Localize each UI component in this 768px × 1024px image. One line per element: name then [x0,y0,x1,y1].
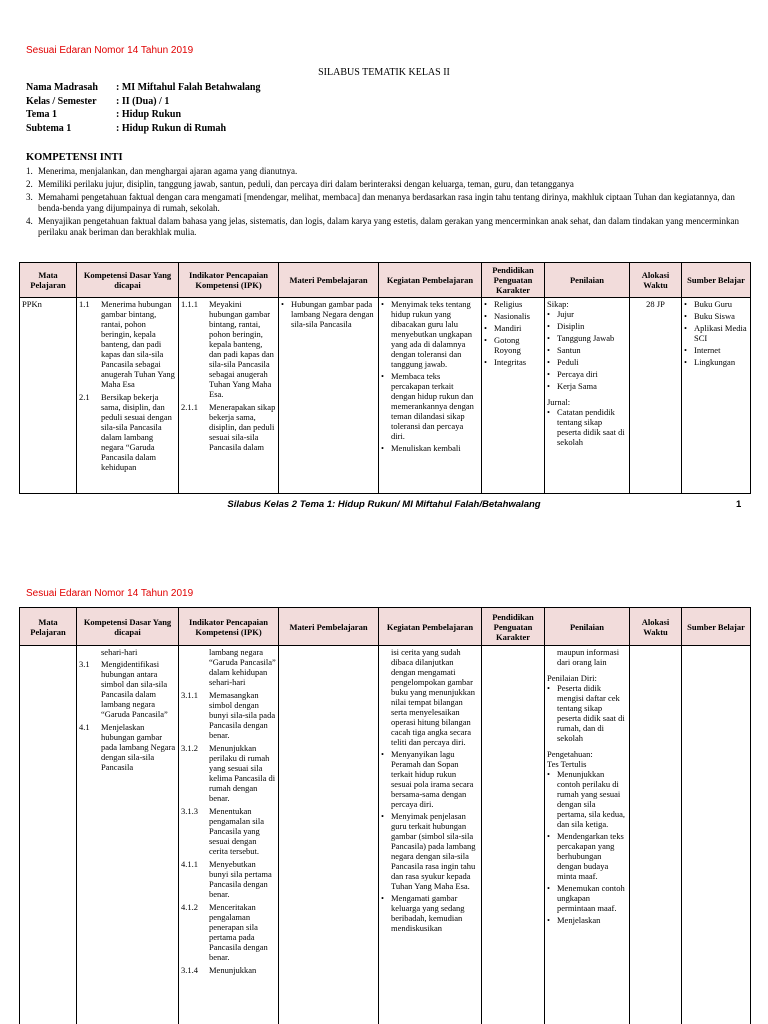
header-cell: Pendidikan Penguatan Karakter [482,263,545,298]
jurnal-item: • Catatan pendidik tentang sikap peserta didik saat di sekolah [547,407,625,447]
penilaian-diri-item: • Peserta didik mengisi daftar cek tentang sikap peserta didik saat di rumah, dan di sekolah [547,683,625,743]
syllabus-table-page-1 [19,262,751,494]
jurnal-label: Jurnal: [547,397,571,407]
pengetahuan-label: Pengetahuan: [547,749,593,759]
header-cell: Penilaian [545,263,630,298]
ppk-item: • Gotong Royong [484,335,521,355]
ki-item: 4. Menyajikan pengetahuan faktual dalam bahasa yang jelas, sistematis, dan logis, dalam karya yang estetis, dalam gerakan yang mencerminkan anak sehat, dan dalam tindakan yang mencerminkan perilaku anak beriman dan berakhlak mulia. [26,216,740,237]
alokasi-cell [630,646,682,1024]
ppk-item: • Nasionalis [484,311,530,321]
tes-item: • Menemukan contoh ungkapan permintaan maaf. [547,883,625,913]
header-cell: Indikator Pencapaian Kompetensi (IPK) [179,263,279,298]
header-cell: Kompetensi Dasar Yang dicapai [77,608,179,646]
ipk-cell [179,298,279,494]
header-cell: Mata Pelajaran [20,263,77,298]
kd-cell [77,298,179,494]
alokasi-cell: 28 JP [630,298,682,494]
ipk-item: 3.1.2 Menunjukkan perilaku di rumah yang sesuai sila kelima Pancasila di rumah dengan benar. [181,743,276,803]
materi-cell [279,298,379,494]
penilaian-cell: maupun informasi dari orang lain Penilaian Diri: • Peserta didik mengisi daftar cek tentang sikap peserta didik saat di rumah, dan di sekolah Pengetahuan: Tes Tertulis • Menunjukkan contoh perilaku di rumah yang sesuai dengan sila pertama, sila kedua, dan sila ketiga. • Mendengarkan teks percakapan yang berhubungan dengan budaya minta maaf. • Menemukan contoh ungkapan permintaan maaf. • Menjelaskan [545,646,630,1024]
ki-item: 2. Memiliki perilaku jujur, disiplin, tanggung jawab, santun, peduli, dan percaya diri dalam berinteraksi dengan keluarga, teman, guru, dan tetangganya [26,179,574,189]
identity-value: : Hidup Rukun di Rumah [116,122,227,134]
tes-item: • Menunjukkan contoh perilaku di rumah yang sesuai dengan sila pertama, sila kedua, dan sila ketiga. [547,769,625,829]
tes-item: • Mendengarkan teks percakapan yang berhubungan dengan budaya minta maaf. [547,831,624,881]
table-row [20,298,751,494]
ipk-item: 1.1.1 Meyakini hubungan gambar bintang, rantai, pohon beringin, kepala banteng, dan padi kapas dan sila-sila Pancasila sebagai anugerah Tuhan Yang Maha Esa. [181,299,274,399]
identity-value: : MI Miftahul Falah Betahwalang [116,82,261,93]
ipk-item: 4.1.2 Menceritakan pengalaman penerapan sila pertama pada Pancasila dengan benar. [181,902,268,962]
circular-note: Sesuai Edaran Nomor 14 Tahun 2019 [26,588,194,599]
sumber-item: • Lingkungan [684,357,736,367]
sumber-item: • Buku Siswa [684,311,735,321]
kd-item: 4.1 Menjelaskan hubungan gambar pada lambang Negara dengan sila-sila Pancasila [79,722,176,772]
sikap-label: Sikap: [547,299,569,309]
kegiatan-item: • Membaca teks percakapan terkait dengan hidup rukun dan memerankannya dengan teman dilandasi sikap toleransi dan percaya diri. [381,371,474,441]
ppk-cell [482,646,545,1024]
header-cell: Sumber Belajar [682,608,751,646]
materi-item: • Hubungan gambar pada lambang Negara dengan sila-sila Pancasila [281,299,374,329]
mapel-cell: PPKn [20,298,77,494]
sikap-item: • Kerja Sama [547,381,597,391]
ki-item: 1. Menerima, menjalankan, dan menghargai ajaran agama yang dianutnya. [26,166,298,176]
kegiatan-item: • Menyimak teks tentang hidup rukun yang dibacakan guru lalu menyebutkan ungkapan yang ada di dalamnya dengan toleransi dan tanggung jawab. [381,299,472,369]
sikap-item: • Tanggung Jawab [547,333,615,343]
document-page-2 [0,575,768,1024]
header-cell: Kegiatan Pembelajaran [379,263,482,298]
mapel-cell [20,646,77,1024]
table-header-row [20,608,751,646]
ipk-item: 3.1.4 Menunjukkan [181,965,257,975]
header-cell: Materi Pembelajaran [279,263,379,298]
kegiatan-item: • Mengamati gambar keluarga yang sedang beribadah, kemudian mendiskusikan [381,893,465,933]
header-cell: Alokasi Waktu [630,608,682,646]
sumber-cell [682,646,751,1024]
sikap-item: • Peduli [547,357,579,367]
sumber-item: • Buku Guru [684,299,733,309]
penilaian-diri-label: Penilaian Diri: [547,673,597,683]
ipk-item: 3.1.1 Memasangkan simbol dengan bunyi sila-sila pada Pancasila dengan benar. [181,690,276,740]
tes-item: • Menjelaskan [547,915,601,925]
kegiatan-item: • Menyimak penjelasan guru terkait hubungan gambar (simbol sila-sila Pancasila) pada lambang negara dengan sila-sila Pancasila rasa ingin tahu dan rasa syukur kepada Tuhan Yang Maha Esa. [381,811,476,891]
sumber-item: • Internet [684,345,721,355]
page-number: 1 [736,499,742,510]
ipk-cell: lambang negara “Garuda Pancasila” dalam kehidupan sehari-hari 3.1.1 Memasangkan simbol dengan bunyi sila-sila pada Pancasila dengan benar. 3.1.2 Menunjukkan perilaku di rumah yang sesuai sila kelima Pancasila di rumah dengan benar. 3.1.3 Menentukan pengamalan sila Pancasila yang sesuai dengan cerita tersebut. 4.1.1 Menyebutkan bunyi sila pertama Pancasila dengan benar. 4.1.2 Menceritakan pengalaman penerapan sila pertama pada Pancasila dengan benar. 3.1.4 Menunjukkan [179,646,279,1024]
header-cell: Materi Pembelajaran [279,608,379,646]
kegiatan-cell [379,298,482,494]
kegiatan-item: • Menyanyikan lagu Peramah dan Sopan terkait hidup rukun sesuai pola irama secara bersama-sama dengan percaya diri. [381,749,474,809]
header-cell: Kompetensi Dasar Yang dicapai [77,263,179,298]
header-cell: Pendidikan Penguatan Karakter [482,608,545,646]
kd-item: 2.1 Bersikap bekerja sama, disiplin, dan peduli sesuai dengan sila-sila Pancasila dalam lambang negara “Garuda Pancasila dalam kehidupan [79,392,172,472]
syllabus-table-page-2 [19,607,751,1024]
kd-item: 1.1 Menerima hubungan gambar bintang, rantai, pohon beringin, kepala banteng, dan padi kapas dan sila-sila Pancasila sebagai anugerah Tuhan Yang Maha Esa [79,299,175,389]
penilaian-cell [545,298,630,494]
document-title: SILABUS TEMATIK KELAS II [318,67,450,78]
header-cell: Kegiatan Pembelajaran [379,608,482,646]
sikap-item: • Percaya diri [547,369,598,379]
page-gap [0,530,768,575]
identity-row [26,123,260,137]
sikap-item: • Santun [547,345,581,355]
identity-label: Tema 1 [26,109,58,120]
circular-note: Sesuai Edaran Nomor 14 Tahun 2019 [26,45,194,56]
header-cell: Indikator Pencapaian Kompetensi (IPK) [179,608,279,646]
materi-cell [279,646,379,1024]
identity-label: Subtema 1 [26,122,72,134]
ppk-cell [482,298,545,494]
header-cell: Sumber Belajar [682,263,751,298]
header-cell: Alokasi Waktu [630,263,682,298]
identity-value: : II (Dua) / 1 [116,95,170,107]
sumber-cell [682,298,751,494]
kd-cell: sehari-hari 3.1 Mengidentifikasi hubungan antara simbol dan sila-sila Pancasila dalam lambang negara “Garuda Pancasila” 4.1 Menjelaskan hubungan gambar pada lambang Negara dengan sila-sila Pancasila [77,646,179,1024]
ppk-item: • Religius [484,299,523,309]
header-cell: Mata Pelajaran [20,608,77,646]
ppk-item: • Integritas [484,357,527,367]
identity-block [26,82,260,136]
identity-label: Kelas / Semester [26,95,97,107]
identity-value: : Hidup Rukun [116,109,182,120]
table-header-row [20,263,751,298]
table-row [20,646,751,1024]
tes-label: Tes Tertulis [547,759,587,769]
kegiatan-cell: isi cerita yang sudah dibaca dilanjutkan dengan mengamati pengelompokan gambar buku yang menunjukkan nilai tempat bilangan serta menyelesaikan operasi hitung bilangan cacah tiga angka secara teliti dan percaya diri. • Menyanyikan lagu Peramah dan Sopan terkait hidup rukun sesuai pola irama secara bersama-sama dengan percaya diri. • Menyimak penjelasan guru terkait hubungan gambar (simbol sila-sila Pancasila) pada lambang negara dengan sila-sila Pancasila rasa ingin tahu dan rasa syukur kepada Tuhan Yang Maha Esa. • Mengamati gambar keluarga yang sedang beribadah, kemudian mendiskusikan [379,646,482,1024]
ppk-item: • Mandiri [484,323,522,333]
sikap-item: • Jujur [547,309,574,319]
ki-list [26,166,746,240]
ipk-item: 2.1.1 Menerapakan sikap bekerja sama, disiplin, dan peduli sesuai sila-sila Pancasila dalam [181,402,276,452]
sumber-item: • Aplikasi Media SCI [684,323,747,343]
identity-label: Nama Madrasah [26,82,98,93]
header-cell: Penilaian [545,608,630,646]
identity-row [26,109,260,123]
sikap-item: • Disiplin [547,321,585,331]
page-footer: Silabus Kelas 2 Tema 1: Hidup Rukun/ MI Miftahul Falah/Betahwalang [227,499,541,510]
kd-item: 3.1 Mengidentifikasi hubungan antara simbol dan sila-sila Pancasila dalam lambang negara “Garuda Pancasila” [79,659,168,719]
ipk-item: 3.1.3 Menentukan pengamalan sila Pancasila yang sesuai dengan cerita tersebut. [181,806,264,856]
ki-item: 3. Memahami pengetahuan faktual dengan cara mengamati [mendengar, melihat, membaca] dan menanya berdasarkan rasa ingin tahu tentang dirinya, makhluk ciptaan Tuhan dan kegiatannya, dan benda-benda yang dijumpainya di rumah, sekolah. [26,192,735,213]
ipk-item: 4.1.1 Menyebutkan bunyi sila pertama Pancasila dengan benar. [181,859,272,899]
identity-row [26,82,260,96]
identity-row [26,96,260,110]
kegiatan-item: • Menuliskan kembali [381,443,461,453]
ki-heading: KOMPETENSI INTI [26,152,123,163]
